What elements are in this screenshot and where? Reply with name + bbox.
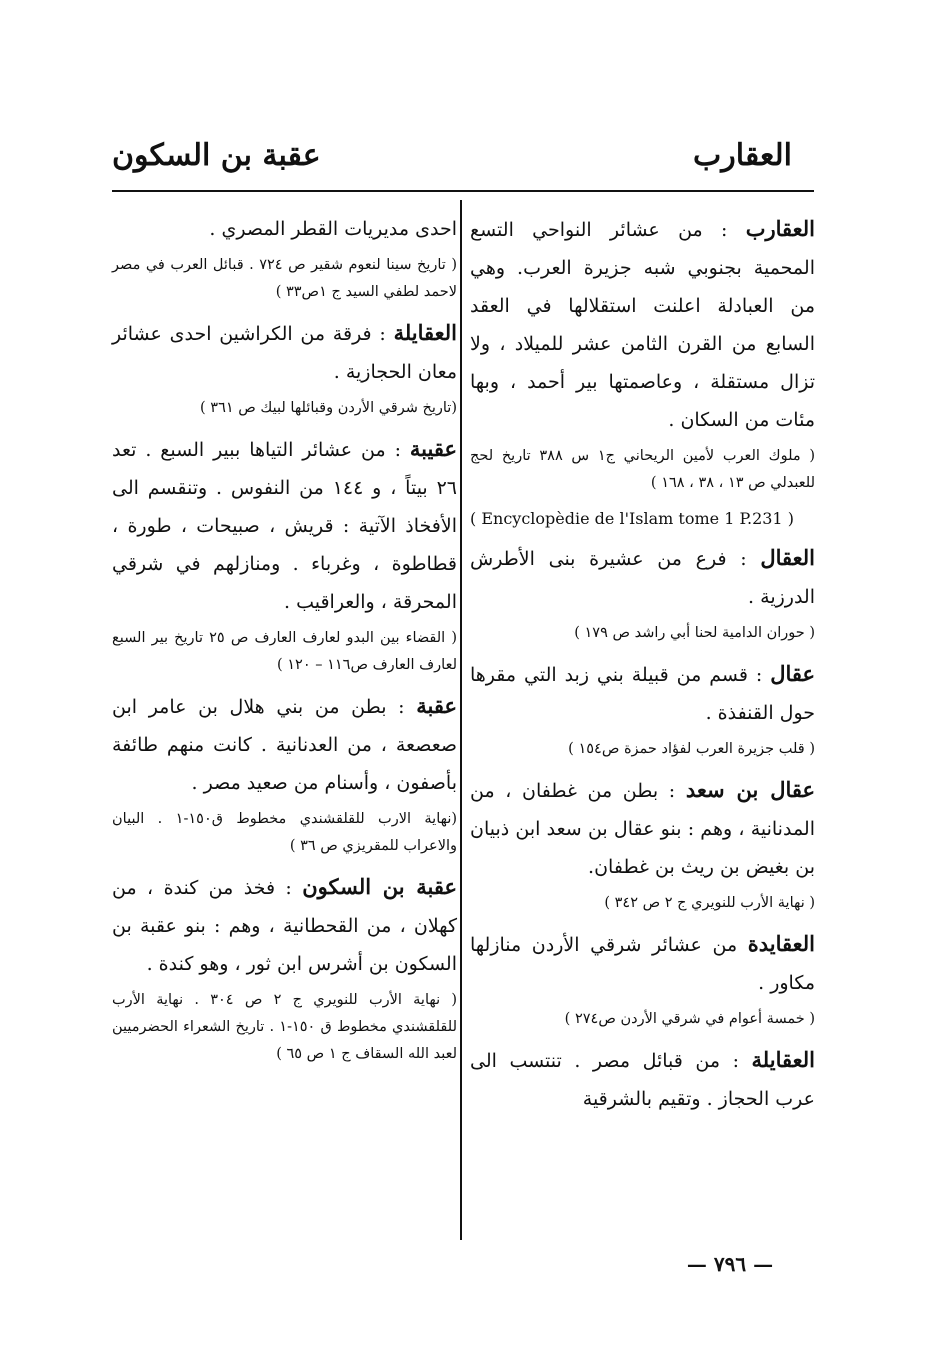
reference-citation: ( قلب جزيرة العرب لفؤاد حمزة ص١٥٤ ) [568, 741, 815, 757]
entry-paragraph [112, 314, 457, 391]
entry-paragraph [470, 655, 815, 732]
entry-heading: العقايلة [751, 1047, 815, 1072]
entry-heading: العقال [760, 545, 815, 570]
reference-citation: ( ملوك العرب لأمين الريحاني ج١ س ٣٨٨ تاريخ لحج للعبدلي ص ١٣ ، ٣٨ ، ١٦٨ ) [470, 448, 816, 491]
entry-paragraph [470, 539, 815, 616]
entry-text: احدى مديريات القطر المصري . [209, 218, 457, 240]
entry-paragraph [112, 687, 457, 802]
reference-citation: ( نهاية الأرب للنويري ج ٢ ص ٣٤٢ ) [604, 895, 815, 911]
header-right-title: العقارب [693, 138, 792, 173]
entry-paragraph [470, 210, 815, 439]
entry-heading: عقال بن سعد [685, 777, 815, 802]
reference-citation: ( نهاية الأرب للنويري ج ٢ ص ٣٠٤ . نهاية الأرب للقلقشندي مخطوط ق ١٥٠-١ . تاريخ الشعراء الحضرميين لعبد الله السقاف ج ١ ص ٦٥ ) [112, 992, 458, 1062]
entry-text: : بطن من غطفان ، من المدنانية ، وهم : بنو عقال بن سعد ابن ذبيان بن بغيض بن ريث بن غطفان. [470, 780, 815, 878]
entry-text: : فخذ من كندة ، من كهلان ، من القحطانية ، وهم : بنو عقبة بن السكون بن أشرس ابن ثور ، وهو كندة . [112, 877, 457, 975]
reference-citation: ( القضاء بين البدو لعارف العارف ص ٢٥ تاريخ بير السبع لعارف العارف ص١١٦ – ١٢٠ ) [112, 630, 457, 673]
entry-paragraph [112, 868, 457, 983]
reference-citation: ( حوران الدامية لحنا أبي راشد ص ١٧٩ ) [574, 625, 815, 641]
entry-heading: عقبة [416, 693, 457, 718]
page-header [112, 138, 812, 186]
entry-text: : بطن من بني هلال بن عامر ابن صعصعة ، من العدنانية . كانت منهم طائفة بأصفون ، وأسنام من صعيد مصر . [112, 696, 457, 794]
entry-heading: العقايلة [393, 320, 458, 345]
left-column [112, 210, 457, 1076]
entry-heading: عقال [770, 661, 815, 686]
entry-text: : من قبائل مصر . تنتسب الى عرب الحجاز . وتقيم بالشرقية [470, 1050, 815, 1110]
reference-citation-latin: ( Encyclopèdie de l'Islam tome 1 P.231 ) [470, 509, 794, 528]
entry-text: : قسم من قبيلة بني زبد التي مقرها حول القنفذة . [470, 664, 815, 724]
entry-paragraph [112, 210, 457, 248]
entry-text: : فرع من عشيرة بنى الأطرش الدرزية . [470, 548, 815, 608]
entry-paragraph [470, 925, 815, 1002]
entry-heading: العقايدة [747, 931, 815, 956]
reference-citation: (تاريخ شرقي الأردن وقبائلها لبيك ص ٣٦١ ) [200, 400, 457, 416]
entry-text: : من عشائر التياها ببير السبع . تعد ٢٦ بيتاً ، و ١٤٤ من النفوس . وتنقسم الى الأفخاذ الآتية : قريش ، صبيحات ، طورة ، قطاطوة ، وغرباء . ومنازلهم في شرقي المحرقة ، والعراقيب . [112, 439, 458, 613]
entry-text: : فرقة من الكراشين احدى عشائر معان الحجازية . [112, 323, 457, 383]
entry-paragraph [470, 1041, 815, 1118]
entry-heading: عقبة بن السكون [302, 874, 457, 899]
reference-citation: ( خمسة أعوام في شرقي الأردن ص٢٧٤ ) [564, 1011, 815, 1027]
column-divider [460, 200, 462, 1240]
reference-citation: ( تاريخ سينا لنعوم شقير ص ٧٢٤ . قبائل العرب في مصر لاحمد لطفي السيد ج ١ص٣٣ ) [112, 257, 457, 300]
right-column [470, 210, 815, 1122]
header-rule [112, 190, 814, 192]
reference-citation: (نهاية الارب للقلقشندي مخطوط ق١٥٠-١ . البيان والاعراب للمقريزي ص ٣٦ ) [112, 811, 458, 854]
header-left-title: عقبة بن السكون [112, 138, 321, 173]
entry-heading: عقيبة [409, 436, 457, 461]
entry-text: من عشائر شرقي الأردن منازلها مكاور . [470, 934, 815, 994]
page-number: — ٧٩٦ — [686, 1252, 774, 1276]
entry-paragraph [470, 771, 815, 886]
entry-heading: العقارب [745, 216, 815, 241]
entry-text: : من عشائر النواحي التسع المحمية بجنوبي شبه جزيرة العرب. وهي من العبادلة اعلنت استقلالها في العقد السابع من القرن الثامن عشر للميلاد ، ولا تزال مستقلة ، وعاصمتها بير أحمد ، وبها مئات من السكان . [470, 219, 815, 431]
entry-paragraph [112, 430, 457, 621]
